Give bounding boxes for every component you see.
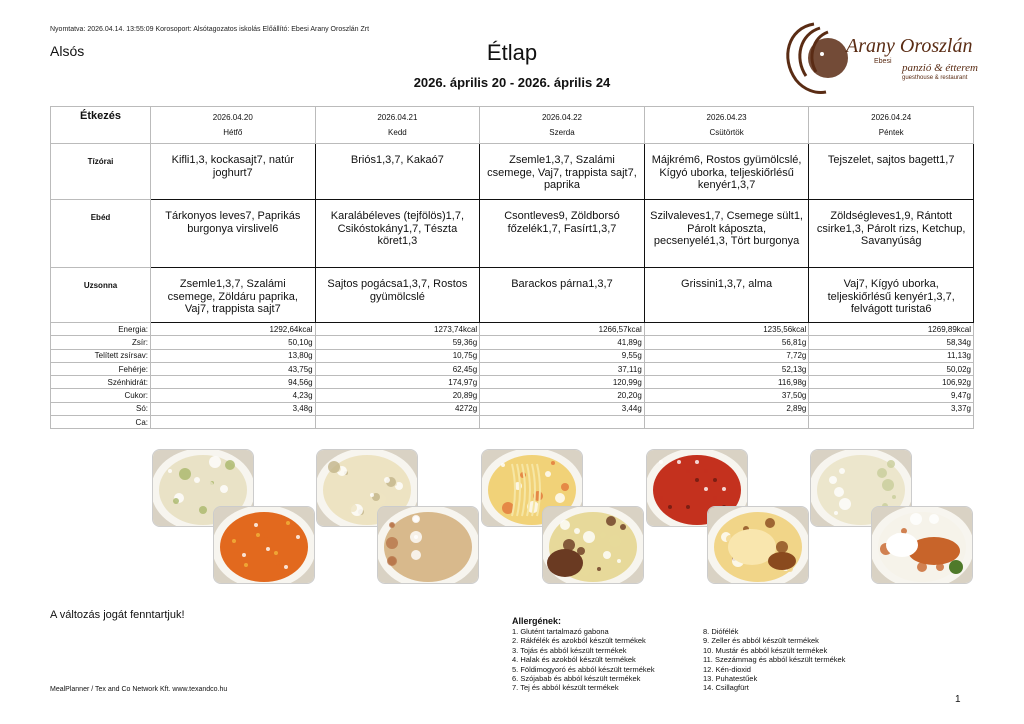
page-number: 1 [955,694,961,705]
allergen-item: 3. Tojás és abból készült termékek [512,645,627,655]
restaurant-logo [776,18,981,98]
meal-label: Tízórai [51,144,151,200]
page-title: Étlap [486,40,538,65]
logo-brand-line1: Arany Oroszlán [846,35,973,57]
day-header [480,107,645,144]
change-notice: A változás jogát fenntartjuk! [50,609,185,621]
nutrition-label: Ca: [51,416,151,429]
day-date: 2026.04.23 [706,113,747,122]
nutrition-value: 43,75g [151,362,316,375]
nutrition-value: 3,37g [809,402,974,415]
day-date: 2026.04.21 [377,113,418,122]
nutrition-value: 9,55g [480,349,645,362]
meal-cell: Tejszelet, sajtos bagett1,7 [809,144,974,200]
nutrition-row [51,323,974,336]
nutrition-label: Szénhidrát: [51,376,151,389]
allergen-item: 7. Tej és abból készült termékek [512,683,619,693]
paprikas-potato-photo [213,506,315,584]
allergen-item: 8. Diófélék [703,627,739,636]
nutrition-label: Cukor: [51,389,151,402]
nutrition-label: Só: [51,402,151,415]
meal-cell: Briós1,3,7, Kakaó7 [315,144,480,200]
day-name: Péntek [878,128,904,137]
allergen-item: 13. Puhatestűek [703,674,758,684]
meal-cell: Sajtos pogácsa1,3,7, Rostos gyümölcslé [315,268,480,323]
nutrition-label: Zsír: [51,336,151,349]
day-header [809,107,974,144]
allergen-item: 11. Szezámmag és abból készült termékek [703,655,846,665]
nutrition-value: 120,99g [480,376,645,389]
meal-label: Uzsonna [51,268,151,323]
nutrition-value: 50,02g [809,362,974,375]
meal-cell: Májkrém6, Rostos gyümölcslé, Kígyó uborka, teljeskiőrlésű kenyér1,3,7 [644,144,809,200]
nutrition-value: 106,92g [809,376,974,389]
nutrition-value: 1292,64kcal [151,323,316,336]
meal-cell: Grissini1,3,7, alma [644,268,809,323]
day-header [151,107,316,144]
nutrition-value: 9,47g [809,389,974,402]
allergen-list-left [512,627,655,693]
meal-cell: Kifli1,3, kockasajt7, natúr joghurt7 [151,144,316,200]
nutrition-value: 13,80g [151,349,316,362]
nutrition-row [51,376,974,389]
nutrition-value: 56,81g [644,336,809,349]
nutrition-value: 116,98g [644,376,809,389]
meal-row-tizorai [51,144,974,200]
logo-brand-prefix: Ebesi [874,58,892,65]
day-date: 2026.04.22 [541,113,582,122]
nutrition-value: 58,34g [809,336,974,349]
nutrition-label: Energia: [51,323,151,336]
logo-brand-line2: panzió & étterem [902,62,978,74]
date-range: 2026. április 20 - 2026. április 24 [413,75,611,90]
meal-cell: Zsemle1,3,7, Szalámi csemege, Zöldáru paprika, Vaj7, trappista sajt7 [151,268,316,323]
nutrition-value [809,416,974,429]
day-header-row [51,107,974,144]
meal-cell: Tárkonyos leves7, Paprikás burgonya virslivel6 [151,200,316,268]
nutrition-row [51,349,974,362]
meal-cell: Karalábéleves (tejfölös)1,7, Csikóstokány1,7, Tészta köret1,3 [315,200,480,268]
allergen-title: Allergének: [512,616,562,626]
nutrition-row [51,402,974,415]
nutrition-row [51,362,974,375]
nutrition-value: 3,44g [480,402,645,415]
meal-cell: Csontleves9, Zöldborsó főzelék1,7, Fasírt1,3,7 [480,200,645,268]
day-date: 2026.04.20 [212,113,253,122]
meal-cell: Barackos párna1,3,7 [480,268,645,323]
nutrition-value: 41,89g [480,336,645,349]
meal-cell: Szilvaleves1,7, Csemege sült1, Párolt káposzta, pecsenyelé1,3, Tört burgonya [644,200,809,268]
nutrition-value: 37,11g [480,362,645,375]
nutrition-row [51,336,974,349]
nutrition-label: Fehérje: [51,362,151,375]
nutrition-value: 37,50g [644,389,809,402]
mashed-potato-roast-photo [707,506,809,584]
allergen-item: 2. Rákfélék és azokból készült termékek [512,636,646,646]
nutrition-value: 4,23g [151,389,316,402]
nutrition-value [315,416,480,429]
nutrition-value: 2,89g [644,402,809,415]
nutrition-value: 1266,57kcal [480,323,645,336]
day-name: Csütörtök [709,128,744,137]
school-level: Alsós [50,43,85,59]
fried-chicken-rice-photo [871,506,973,584]
meal-corner-label: Étkezés [51,107,151,144]
pea-stew-fasirt-photo [542,506,644,584]
nutrition-value: 1235,56kcal [644,323,809,336]
nutrition-value [151,416,316,429]
nutrition-value: 94,56g [151,376,316,389]
nutrition-row [51,416,974,429]
allergen-item: 6. Szójabab és abból készült termékek [512,674,641,684]
footer-credit: MealPlanner / Tex and Co Network Kft. www.texandco.hu [50,686,228,693]
menu-table [50,106,974,429]
logo-brand-line3: guesthouse & restaurant [902,75,968,81]
nutrition-value: 52,13g [644,362,809,375]
meal-cell: Zöldségleves1,9, Rántott csirke1,3, Párolt rizs, Ketchup, Savanyúság [809,200,974,268]
day-header [644,107,809,144]
allergen-item: 14. Csillagfürt [703,683,749,693]
day-name: Szerda [549,128,575,137]
nutrition-value: 50,10g [151,336,316,349]
day-name: Kedd [388,128,407,137]
nutrition-value: 1269,89kcal [809,323,974,336]
nutrition-value: 10,75g [315,349,480,362]
nutrition-value: 174,97g [315,376,480,389]
day-name: Hétfő [223,128,243,137]
nutrition-value: 11,13g [809,349,974,362]
meal-row-ebed [51,200,974,268]
allergen-item: 4. Halak és azokból készült termékek [512,655,636,665]
nutrition-value: 59,36g [315,336,480,349]
meal-cell: Vaj7, Kígyó uborka, teljeskiőrlésű kenyér1,3,7, felvágott turista6 [809,268,974,323]
csikos-tokany-photo [377,506,479,584]
nutrition-value: 1273,74kcal [315,323,480,336]
print-info: Nyomtatva: 2026.04.14. 13:55:09 Korosoport: Alsótagozatos iskolás Előállító: Ebesi Arany Oroszlán Zrt [50,26,370,33]
nutrition-value: 20,89g [315,389,480,402]
allergen-item: 9. Zeller és abból készült termékek [703,636,819,646]
nutrition-value: 3,48g [151,402,316,415]
meal-cell: Zsemle1,3,7, Szalámi csemege, Vaj7, trappista sajt7, paprika [480,144,645,200]
allergen-item: 1. Glutént tartalmazó gabona [512,627,609,636]
nutrition-value: 20,20g [480,389,645,402]
nutrition-value: 62,45g [315,362,480,375]
allergen-item: 12. Kén-dioxid [703,664,751,674]
allergen-item: 5. Földimogyoró és abból készült termékek [512,664,655,674]
nutrition-label: Telített zsírsav: [51,349,151,362]
day-header [315,107,480,144]
nutrition-value [644,416,809,429]
meal-label: Ebéd [51,200,151,268]
nutrition-value: 7,72g [644,349,809,362]
allergen-list-right [703,627,845,693]
nutrition-value [480,416,645,429]
allergen-item: 10. Mustár és abból készült termékek [703,645,828,655]
day-date: 2026.04.24 [871,113,912,122]
nutrition-row [51,389,974,402]
meal-row-uzsonna [51,268,974,323]
nutrition-value: 4272g [315,402,480,415]
